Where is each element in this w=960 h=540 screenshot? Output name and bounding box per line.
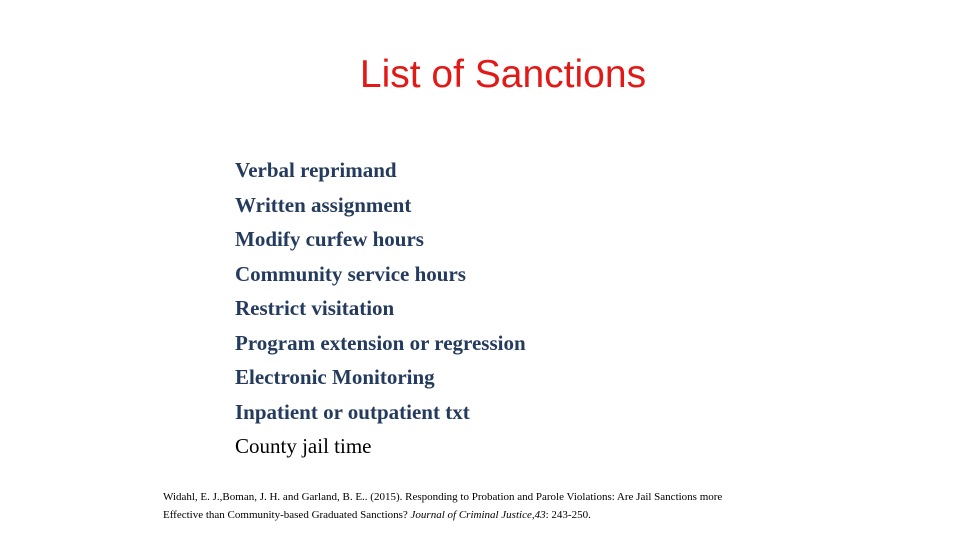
citation-pages: : 243-250. bbox=[545, 509, 591, 521]
slide-title: List of Sanctions bbox=[359, 53, 647, 96]
citation-line-1: Widahl, E. J.,Boman, J. H. and Garland, B. E.. (2015). Responding to Probation and Parole Violations: Are Jail Sanctions more bbox=[163, 491, 723, 503]
sanction-item: Verbal reprimand bbox=[235, 158, 397, 182]
citation bbox=[163, 488, 803, 524]
sanction-list bbox=[235, 153, 526, 464]
sanction-item: Modify curfew hours bbox=[235, 227, 424, 251]
sanction-item: Restrict visitation bbox=[235, 296, 395, 320]
sanction-item-last: County jail time bbox=[235, 434, 372, 458]
sanction-item: Electronic Monitoring bbox=[235, 365, 435, 389]
citation-journal: Journal of Criminal Justice,43 bbox=[410, 509, 546, 521]
sanction-item: Community service hours bbox=[235, 261, 466, 286]
citation-line-2 bbox=[163, 506, 803, 524]
citation-line-2-text: Effective than Community-based Graduated Sanctions? bbox=[163, 509, 411, 521]
sanction-item: Program extension or regression bbox=[235, 330, 526, 355]
sanction-item: Inpatient or outpatient txt bbox=[235, 399, 470, 424]
sanction-item: Written assignment bbox=[235, 192, 412, 217]
